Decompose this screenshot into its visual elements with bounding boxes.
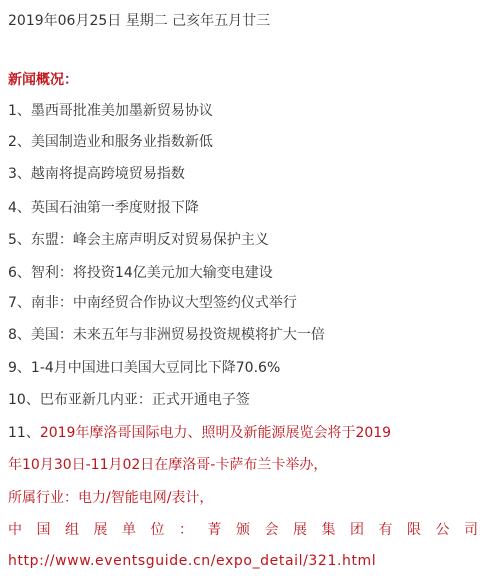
news-item-11-organizer: 中国组展单位：菁颁会展集团有限公司: [8, 522, 478, 538]
news-item-7: 7、南非：中南经贸合作协议大型签约仪式举行: [8, 295, 297, 311]
expo-detail-link[interactable]: http://www.eventsguide.cn/expo_detail/321.html: [8, 553, 377, 569]
date-line: 2019年06月25日 星期二 己亥年五月廿三: [8, 13, 271, 29]
news-item-11-industry: 所属行业：电力/智能电网/表计，: [8, 490, 214, 506]
news-item-9: 9、1-4月中国进口美国大豆同比下降70.6%: [8, 360, 281, 376]
news-item-10: 10、巴布亚新几内亚：正式开通电子签: [8, 392, 250, 408]
news-item-11-text: 2019年摩洛哥国际电力、照明及新能源展览会将于2019: [39, 425, 392, 441]
news-item-2: 2、美国制造业和服务业指数新低: [8, 134, 213, 150]
news-item-1: 1、墨西哥批准美加墨新贸易协议: [8, 103, 213, 119]
news-item-5: 5、东盟：峰会主席声明反对贸易保护主义: [8, 232, 269, 248]
news-item-11: [8, 424, 391, 442]
news-item-8: 8、美国：未来五年与非洲贸易投资规模将扩大一倍: [8, 327, 325, 343]
section-title: 新闻概况：: [8, 72, 78, 88]
news-item-11-prefix: 11、: [8, 425, 40, 441]
news-item-4: 4、英国石油第一季度财报下降: [8, 200, 199, 216]
news-item-3: 3、越南将提高跨境贸易指数: [8, 166, 185, 182]
news-item-6: 6、智利：将投资14亿美元加大输变电建设: [8, 265, 273, 281]
news-item-11-dates: 年10月30日-11月02日在摩洛哥-卡萨布兰卡举办，: [8, 457, 328, 473]
